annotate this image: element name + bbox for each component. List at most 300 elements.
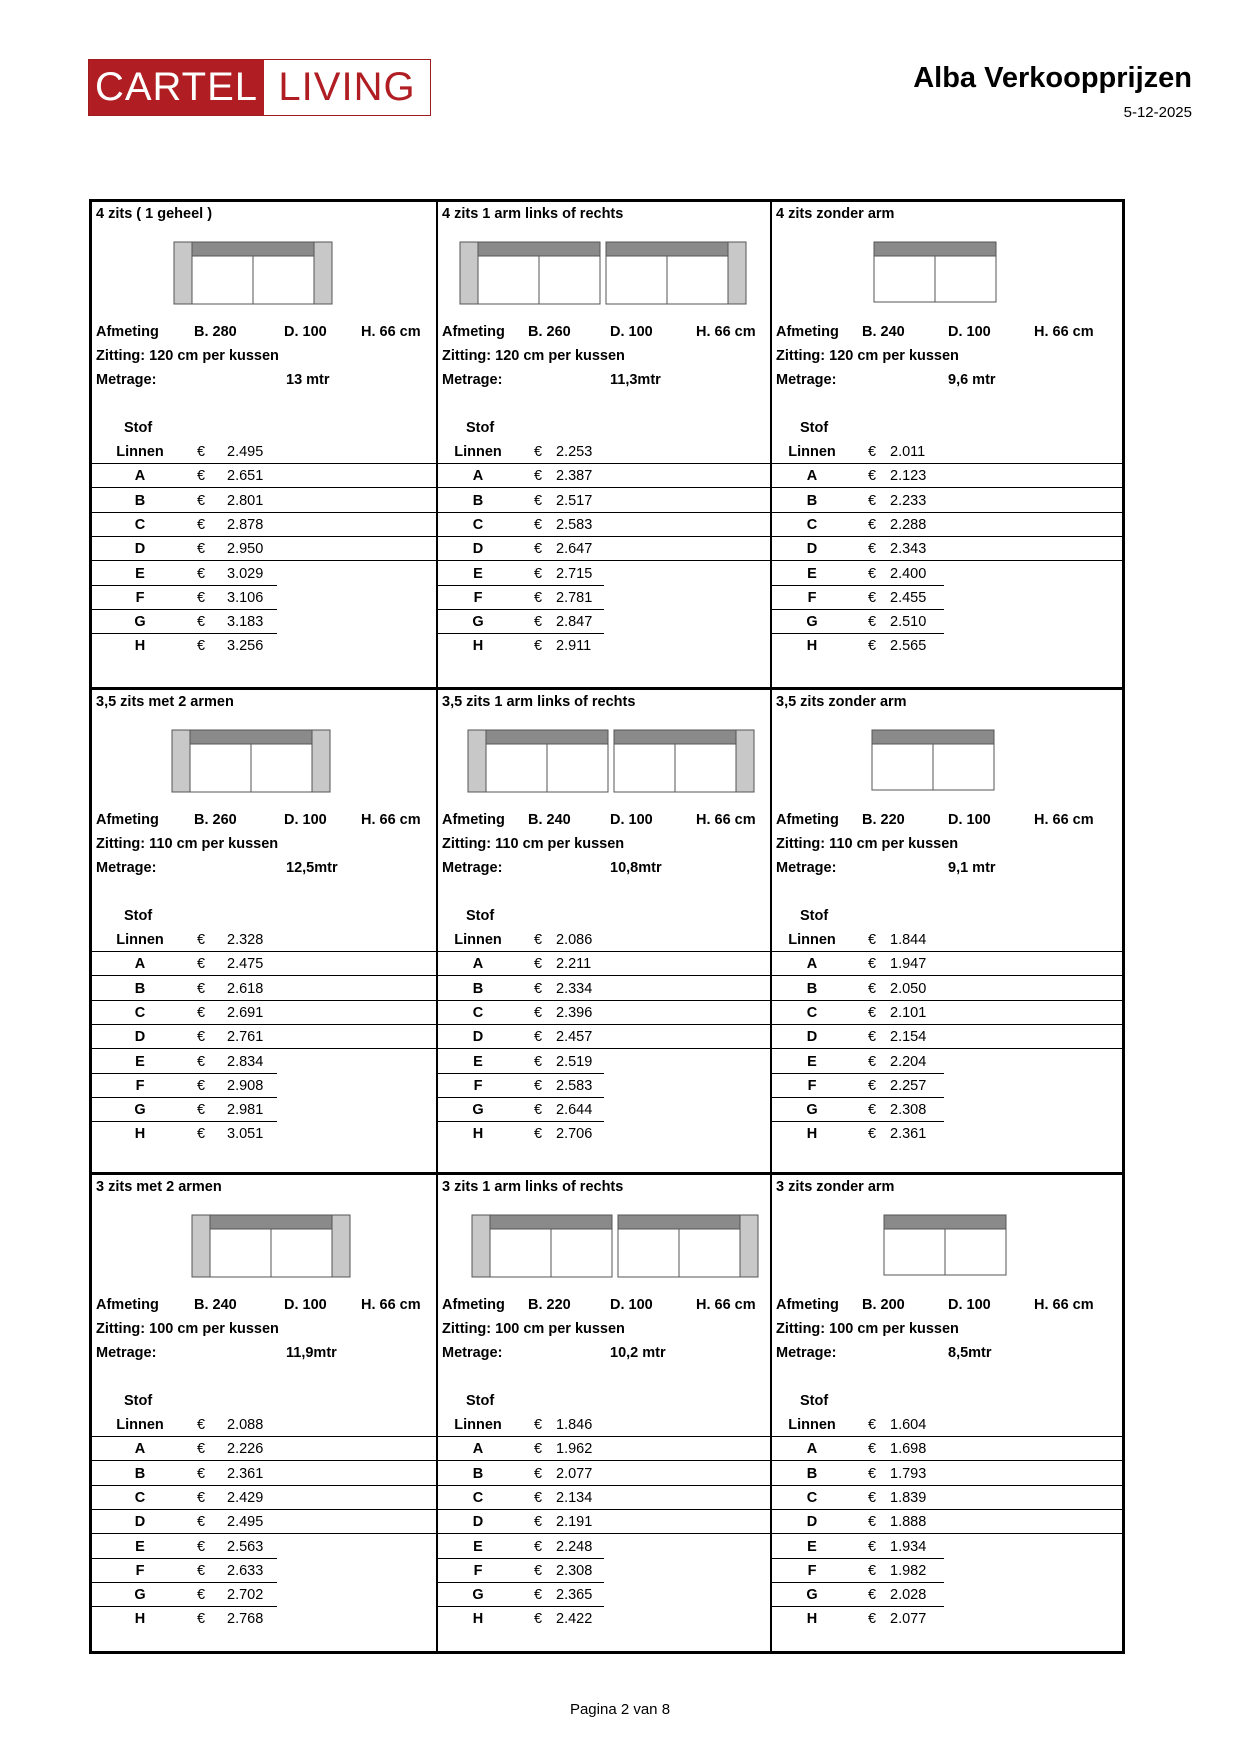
height-value: H. 66 cm: [1034, 812, 1094, 828]
fabric-group: E: [135, 565, 145, 582]
euro-sign: €: [197, 1029, 206, 1046]
zitting-text: Zitting: 100 cm per kussen: [442, 1321, 625, 1337]
fabric-group: F: [473, 1562, 483, 1579]
euro-sign: €: [197, 444, 206, 460]
price-row: [438, 1510, 770, 1534]
price-value: 2.911: [556, 638, 592, 655]
dimensions-row: [776, 812, 1118, 832]
fabric-group: Linnen: [454, 932, 502, 948]
price-value: 1.947: [890, 956, 927, 973]
price-row: [772, 537, 1122, 561]
width-value: B. 260: [194, 812, 237, 828]
price-row: [92, 634, 436, 658]
price-value: 2.343: [890, 541, 927, 558]
fabric-group: B: [472, 492, 484, 509]
price-value: 2.702: [227, 1587, 264, 1604]
price-row: [772, 977, 1122, 1001]
metrage-label: Metrage:: [776, 1345, 837, 1361]
fabric-group: F: [135, 1077, 145, 1094]
euro-sign: €: [197, 1587, 206, 1604]
fabric-group: E: [473, 1538, 483, 1555]
metrage-value: 11,3mtr: [610, 372, 661, 388]
price-row: [772, 562, 1122, 586]
price-row: [772, 1437, 1122, 1461]
price-value: 2.328: [227, 932, 264, 948]
fabric-group: C: [472, 1489, 484, 1506]
euro-sign: €: [197, 1514, 206, 1531]
metrage-value: 9,6 mtr: [948, 372, 996, 388]
euro-sign: €: [197, 1053, 206, 1070]
euro-sign: €: [197, 1102, 206, 1119]
fabric-group: Linnen: [116, 932, 164, 948]
depth-value: D. 100: [610, 324, 653, 340]
product-cell: [436, 1172, 770, 1651]
height-value: H. 66 cm: [696, 812, 756, 828]
afmeting-label: Afmeting: [776, 324, 839, 340]
price-row: [92, 952, 436, 976]
price-row: [438, 513, 770, 537]
price-value: 1.844: [890, 932, 927, 948]
euro-sign: €: [197, 1611, 206, 1628]
euro-sign: €: [534, 1417, 543, 1433]
sofa-drawing-icon: [458, 240, 748, 306]
width-value: B. 200: [862, 1297, 905, 1313]
euro-sign: €: [868, 1587, 877, 1604]
zitting-text: Zitting: 110 cm per kussen: [442, 836, 625, 852]
product-cell: [92, 202, 436, 687]
euro-sign: €: [868, 1102, 877, 1119]
fabric-group: Linnen: [454, 1417, 502, 1433]
price-row: [438, 977, 770, 1001]
fabric-group: D: [806, 1029, 818, 1046]
euro-sign: €: [534, 1489, 543, 1506]
sofa-image: [466, 728, 756, 798]
price-row: [438, 489, 770, 513]
sofa-drawing-icon: [172, 240, 334, 306]
price-value: 2.134: [556, 1489, 593, 1506]
euro-sign: €: [534, 516, 543, 533]
price-value: 2.123: [890, 468, 927, 485]
width-value: B. 240: [862, 324, 905, 340]
width-value: B. 220: [528, 1297, 571, 1313]
euro-sign: €: [868, 565, 877, 582]
price-value: 2.248: [556, 1538, 593, 1555]
depth-value: D. 100: [610, 812, 653, 828]
euro-sign: €: [534, 468, 543, 485]
price-row: [772, 1462, 1122, 1486]
euro-sign: €: [197, 638, 206, 655]
price-value: 1.846: [556, 1417, 593, 1433]
afmeting-label: Afmeting: [96, 324, 159, 340]
price-value: 2.644: [556, 1102, 593, 1119]
price-row: [438, 1437, 770, 1461]
product-title: 3 zits zonder arm: [776, 1179, 895, 1195]
logo-part-living: LIVING: [264, 60, 430, 115]
price-row: [92, 1074, 436, 1098]
fabric-group: H: [134, 638, 146, 655]
fabric-group: G: [806, 1587, 818, 1604]
price-row: [92, 1098, 436, 1122]
width-value: B. 220: [862, 812, 905, 828]
fabric-group: H: [472, 638, 484, 655]
price-value: 2.334: [556, 980, 593, 997]
stof-label: Stof: [124, 908, 153, 924]
euro-sign: €: [197, 1077, 206, 1094]
fabric-group: B: [806, 492, 818, 509]
width-value: B. 240: [194, 1297, 237, 1313]
euro-sign: €: [868, 1562, 877, 1579]
price-value: 1.888: [890, 1514, 927, 1531]
metrage-label: Metrage:: [442, 860, 503, 876]
fabric-group: F: [807, 1077, 817, 1094]
price-value: 3.106: [227, 589, 264, 606]
zitting-text: Zitting: 100 cm per kussen: [96, 1321, 279, 1337]
euro-sign: €: [534, 1004, 543, 1021]
price-value: 1.839: [890, 1489, 927, 1506]
width-value: B. 280: [194, 324, 237, 340]
price-value: 3.029: [227, 565, 264, 582]
page-title: Alba Verkoopprijzen: [913, 62, 1192, 94]
fabric-group: E: [473, 1053, 483, 1070]
price-row: [92, 464, 436, 488]
price-row: [438, 1413, 770, 1437]
price-row: [92, 489, 436, 513]
metrage-value: 13 mtr: [286, 372, 330, 388]
fabric-group: E: [473, 565, 483, 582]
page-date: 5-12-2025: [1123, 104, 1192, 121]
euro-sign: €: [534, 1514, 543, 1531]
fabric-group: E: [807, 1053, 817, 1070]
fabric-group: B: [134, 1465, 146, 1482]
price-row: [772, 513, 1122, 537]
price-row: [92, 1437, 436, 1461]
price-row: [92, 1462, 436, 1486]
price-row: [772, 634, 1122, 658]
width-value: B. 260: [528, 324, 571, 340]
euro-sign: €: [197, 1004, 206, 1021]
fabric-group: B: [806, 980, 818, 997]
price-row: [438, 1025, 770, 1049]
price-value: 2.691: [227, 1004, 264, 1021]
fabric-group: A: [806, 468, 818, 485]
price-value: 2.495: [227, 444, 264, 460]
price-row: [772, 1486, 1122, 1510]
price-row: [438, 537, 770, 561]
price-value: 2.086: [556, 932, 593, 948]
price-value: 2.226: [227, 1441, 264, 1458]
height-value: H. 66 cm: [361, 324, 421, 340]
stof-label: Stof: [466, 908, 495, 924]
metrage-row: [776, 1345, 1118, 1365]
price-value: 2.077: [556, 1465, 593, 1482]
afmeting-label: Afmeting: [442, 1297, 505, 1313]
euro-sign: €: [868, 444, 877, 460]
fabric-group: A: [806, 1441, 818, 1458]
euro-sign: €: [868, 1053, 877, 1070]
metrage-row: [776, 372, 1118, 392]
fabric-group: F: [135, 1562, 145, 1579]
product-cell: [436, 202, 770, 687]
price-row: [772, 1559, 1122, 1583]
euro-sign: €: [197, 589, 206, 606]
price-row: [92, 1559, 436, 1583]
price-row: [772, 1050, 1122, 1074]
price-value: 1.793: [890, 1465, 927, 1482]
price-value: 2.288: [890, 516, 927, 533]
metrage-label: Metrage:: [96, 860, 157, 876]
zitting-text: Zitting: 120 cm per kussen: [442, 348, 625, 364]
price-value: 2.565: [890, 638, 927, 655]
price-value: 2.834: [227, 1053, 264, 1070]
price-row: [438, 1486, 770, 1510]
fabric-group: A: [472, 1441, 484, 1458]
price-value: 3.051: [227, 1126, 264, 1143]
afmeting-label: Afmeting: [776, 812, 839, 828]
depth-value: D. 100: [610, 1297, 653, 1313]
price-value: 2.088: [227, 1417, 264, 1433]
height-value: H. 66 cm: [1034, 1297, 1094, 1313]
fabric-group: H: [134, 1126, 146, 1143]
price-row: [438, 1535, 770, 1559]
price-value: 2.422: [556, 1611, 593, 1628]
euro-sign: €: [868, 932, 877, 948]
fabric-group: H: [472, 1126, 484, 1143]
euro-sign: €: [197, 1417, 206, 1433]
price-row: [438, 440, 770, 464]
price-value: 2.981: [227, 1102, 264, 1119]
zitting-text: Zitting: 120 cm per kussen: [96, 348, 279, 364]
price-row: [92, 1535, 436, 1559]
stof-label: Stof: [466, 1393, 495, 1409]
afmeting-label: Afmeting: [442, 812, 505, 828]
price-row: [92, 440, 436, 464]
fabric-group: F: [807, 1562, 817, 1579]
price-value: 2.583: [556, 1077, 593, 1094]
cartel-living-logo: [88, 59, 431, 116]
stof-label: Stof: [124, 420, 153, 436]
euro-sign: €: [868, 492, 877, 509]
zitting-text: Zitting: 110 cm per kussen: [96, 836, 279, 852]
depth-value: D. 100: [948, 812, 991, 828]
price-value: 2.387: [556, 468, 593, 485]
fabric-group: C: [806, 1004, 818, 1021]
metrage-row: [442, 1345, 766, 1365]
product-title: 4 zits zonder arm: [776, 206, 895, 222]
fabric-group: D: [806, 1514, 818, 1531]
euro-sign: €: [534, 980, 543, 997]
height-value: H. 66 cm: [361, 812, 421, 828]
metrage-row: [442, 372, 766, 392]
euro-sign: €: [197, 541, 206, 558]
product-title: 4 zits 1 arm links of rechts: [442, 206, 624, 222]
fabric-group: C: [134, 516, 146, 533]
metrage-row: [96, 1345, 430, 1365]
fabric-group: C: [806, 1489, 818, 1506]
price-value: 2.361: [227, 1465, 264, 1482]
euro-sign: €: [197, 956, 206, 973]
dimensions-row: [442, 324, 766, 344]
price-value: 2.651: [227, 468, 264, 485]
price-value: 2.633: [227, 1562, 264, 1579]
price-value: 3.256: [227, 638, 264, 655]
euro-sign: €: [534, 541, 543, 558]
price-row: [772, 610, 1122, 634]
sofa-image: [870, 728, 996, 798]
product-title: 3 zits met 2 armen: [96, 1179, 222, 1195]
fabric-group: B: [134, 492, 146, 509]
price-row: [438, 634, 770, 658]
fabric-group: G: [134, 1587, 146, 1604]
dimensions-row: [96, 324, 430, 344]
price-row: [772, 1413, 1122, 1437]
price-value: 2.308: [556, 1562, 593, 1579]
price-row: [438, 562, 770, 586]
stof-label: Stof: [800, 1393, 829, 1409]
price-row: [438, 1122, 770, 1146]
depth-value: D. 100: [284, 812, 327, 828]
price-row: [438, 1050, 770, 1074]
price-row: [92, 562, 436, 586]
product-title: 3,5 zits 1 arm links of rechts: [442, 694, 636, 710]
euro-sign: €: [868, 956, 877, 973]
fabric-group: B: [472, 980, 484, 997]
sofa-drawing-icon: [190, 1213, 352, 1279]
euro-sign: €: [534, 1077, 543, 1094]
price-value: 2.706: [556, 1126, 593, 1143]
price-value: 2.519: [556, 1053, 593, 1070]
price-row: [92, 1510, 436, 1534]
product-title: 4 zits ( 1 geheel ): [96, 206, 213, 222]
fabric-group: Linnen: [116, 1417, 164, 1433]
stof-label: Stof: [124, 1393, 153, 1409]
fabric-group: F: [807, 589, 817, 606]
price-value: 2.253: [556, 444, 593, 460]
euro-sign: €: [534, 638, 543, 655]
price-value: 2.233: [890, 492, 927, 509]
price-row: [772, 1074, 1122, 1098]
sofa-drawing-icon: [872, 240, 998, 306]
euro-sign: €: [534, 1587, 543, 1604]
price-row: [92, 1607, 436, 1631]
fabric-group: B: [134, 980, 146, 997]
price-value: 2.191: [556, 1514, 593, 1531]
price-value: 2.647: [556, 541, 593, 558]
fabric-group: H: [806, 638, 818, 655]
euro-sign: €: [197, 565, 206, 582]
euro-sign: €: [197, 1489, 206, 1506]
fabric-group: G: [806, 614, 818, 631]
product-title: 3 zits 1 arm links of rechts: [442, 1179, 624, 1195]
price-value: 2.011: [890, 444, 926, 460]
sofa-image: [872, 240, 998, 310]
price-row: [92, 1413, 436, 1437]
sofa-drawing-icon: [882, 1213, 1008, 1279]
fabric-group: Linnen: [116, 444, 164, 460]
price-value: 1.934: [890, 1538, 927, 1555]
euro-sign: €: [534, 1029, 543, 1046]
afmeting-label: Afmeting: [96, 812, 159, 828]
afmeting-label: Afmeting: [776, 1297, 839, 1313]
fabric-group: G: [134, 1102, 146, 1119]
metrage-label: Metrage:: [96, 372, 157, 388]
price-value: 2.308: [890, 1102, 927, 1119]
price-value: 2.101: [890, 1004, 927, 1021]
price-value: 2.361: [890, 1126, 927, 1143]
euro-sign: €: [534, 444, 543, 460]
sofa-image: [458, 240, 748, 310]
fabric-group: Linnen: [454, 444, 502, 460]
fabric-group: Linnen: [788, 1417, 836, 1433]
price-row: [92, 1486, 436, 1510]
dimensions-row: [442, 1297, 766, 1317]
price-value: 3.183: [227, 614, 264, 631]
fabric-group: B: [806, 1465, 818, 1482]
price-value: 2.396: [556, 1004, 593, 1021]
metrage-label: Metrage:: [96, 1345, 157, 1361]
price-row: [772, 1607, 1122, 1631]
euro-sign: €: [197, 516, 206, 533]
price-value: 2.257: [890, 1077, 927, 1094]
product-cell: [770, 1172, 1122, 1651]
sofa-drawing-icon: [470, 1213, 760, 1279]
price-value: 1.698: [890, 1441, 927, 1458]
product-title: 3,5 zits met 2 armen: [96, 694, 234, 710]
price-value: 1.604: [890, 1417, 927, 1433]
price-value: 1.962: [556, 1441, 593, 1458]
fabric-group: G: [472, 614, 484, 631]
depth-value: D. 100: [948, 324, 991, 340]
euro-sign: €: [534, 1053, 543, 1070]
price-value: 2.495: [227, 1514, 264, 1531]
price-row: [438, 1074, 770, 1098]
fabric-group: H: [806, 1126, 818, 1143]
price-row: [92, 610, 436, 634]
product-cell: [436, 687, 770, 1172]
price-row: [438, 952, 770, 976]
price-row: [438, 586, 770, 610]
fabric-group: A: [472, 468, 484, 485]
fabric-group: B: [472, 1465, 484, 1482]
euro-sign: €: [868, 1514, 877, 1531]
width-value: B. 240: [528, 812, 571, 828]
fabric-group: E: [807, 1538, 817, 1555]
euro-sign: €: [868, 1004, 877, 1021]
fabric-group: D: [472, 541, 484, 558]
euro-sign: €: [868, 1465, 877, 1482]
price-row: [92, 977, 436, 1001]
price-row: [438, 1559, 770, 1583]
euro-sign: €: [534, 932, 543, 948]
product-cell: [92, 1172, 436, 1651]
price-row: [772, 586, 1122, 610]
price-value: 2.400: [890, 565, 927, 582]
sofa-drawing-icon: [466, 728, 756, 794]
euro-sign: €: [534, 1102, 543, 1119]
euro-sign: €: [534, 614, 543, 631]
price-row: [438, 610, 770, 634]
euro-sign: €: [197, 1538, 206, 1555]
price-value: 2.077: [890, 1611, 927, 1628]
price-value: 2.204: [890, 1053, 927, 1070]
price-value: 2.801: [227, 492, 264, 509]
euro-sign: €: [197, 980, 206, 997]
price-row: [772, 1122, 1122, 1146]
price-value: 2.429: [227, 1489, 264, 1506]
euro-sign: €: [868, 1126, 877, 1143]
price-row: [92, 928, 436, 952]
euro-sign: €: [534, 956, 543, 973]
height-value: H. 66 cm: [696, 324, 756, 340]
